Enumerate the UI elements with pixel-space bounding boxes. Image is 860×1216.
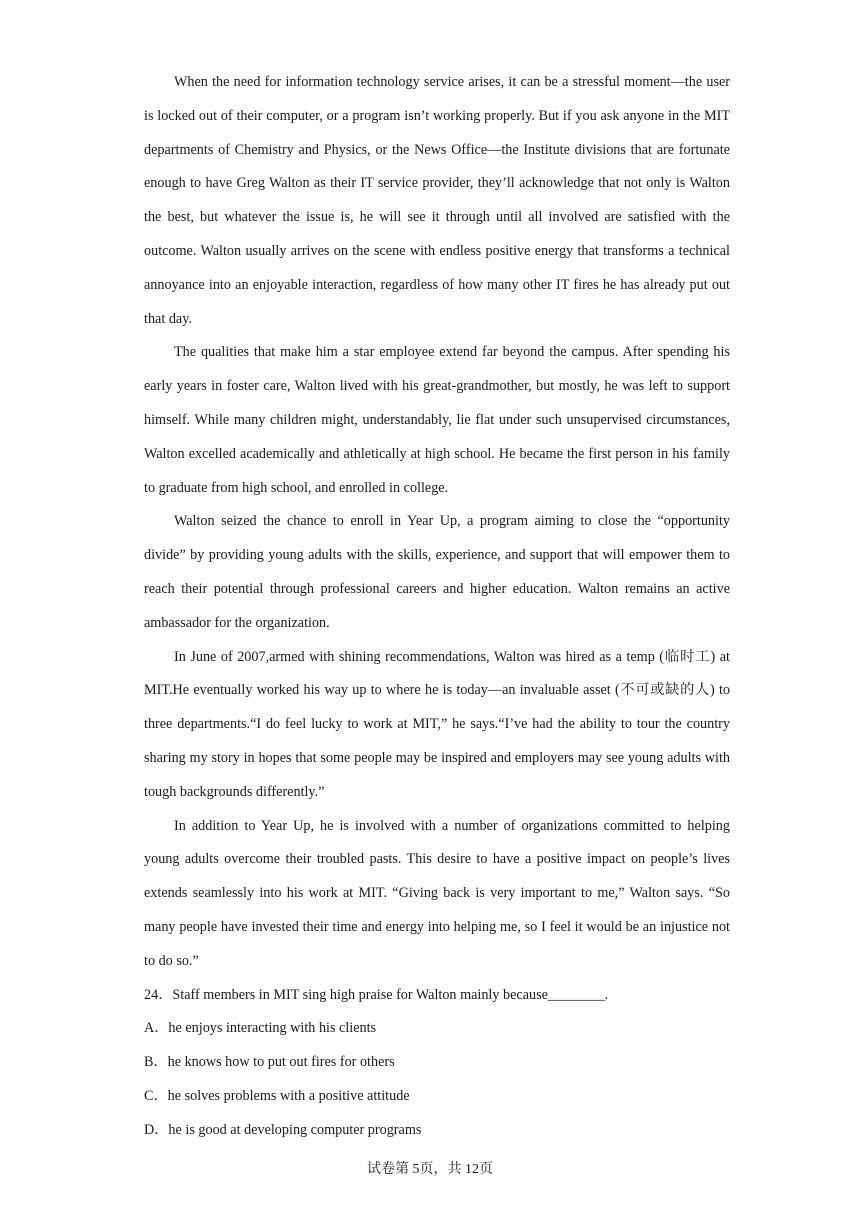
passage-paragraph-5: In addition to Year Up, he is involved with a number of organizations committed to helping young adults overcome their troubled pasts. This desire to have a positive impact on people’s lives extends seamlessly into his work at MIT. “Giving back is very important to me,” Walton says. “So many people have invested their time and energy into helping me, so I feel it would be an injustice not to do so.” (144, 817, 730, 969)
option-d: D．he is good at developing computer programs (144, 1121, 422, 1138)
question-block (144, 979, 730, 1148)
reading-passage (144, 66, 730, 979)
option-b: B．he knows how to put out fires for others (144, 1054, 395, 1071)
question-stem: 24．Staff members in MIT sing high praise for Walton mainly because________. (144, 986, 609, 1003)
passage-paragraph-4: In June of 2007,armed with shining recommendations, Walton was hired as a temp (临时工) at MIT.He eventually worked his way up to where he is today—an invaluable asset (不可或缺的人) to three departments.“I do feel lucky to work at MIT,” he says.“I’ve had the ability to tour the country sharing my story in hopes that some people may be inspired and employers may see young adults with tough backgrounds differently.” (144, 648, 730, 800)
passage-paragraph-3: Walton seized the chance to enroll in Year Up, a program aiming to close the “opportunity divide” by providing young adults with the skills, experience, and support that will empower them to reach their potential through professional careers and higher education. Walton remains an active ambassador for the organization. (144, 513, 730, 631)
option-c: C．he solves problems with a positive attitude (144, 1087, 410, 1104)
page-footer: 试卷第 5页，共 12页 (367, 1162, 493, 1177)
passage-paragraph-2: The qualities that make him a star employee extend far beyond the campus. After spending his early years in foster care, Walton lived with his great-grandmother, but mostly, he was left to support himself. While many children might, understandably, lie flat under such unsupervised circumstances, Walton excelled academically and athletically at high school. He became the first person in his family to graduate from high school, and enrolled in college. (144, 344, 730, 496)
page-content (144, 66, 730, 1148)
passage-paragraph-1: When the need for information technology service arises, it can be a stressful moment—the user is locked out of their computer, or a program isn’t working properly. But if you ask anyone in the MIT departments of Chemistry and Physics, or the News Office—the Institute divisions that are fortunate enough to have Greg Walton as their IT service provider, they’ll acknowledge that not only is Walton the best, but whatever the issue is, he will see it through until all involved are satisfied with the outcome. Walton usually arrives on the scene with endless positive energy that transforms a technical annoyance into an enjoyable interaction, regardless of how many other IT fires he has already put out that day. (144, 74, 730, 327)
option-a: A．he enjoys interacting with his clients (144, 1020, 377, 1037)
